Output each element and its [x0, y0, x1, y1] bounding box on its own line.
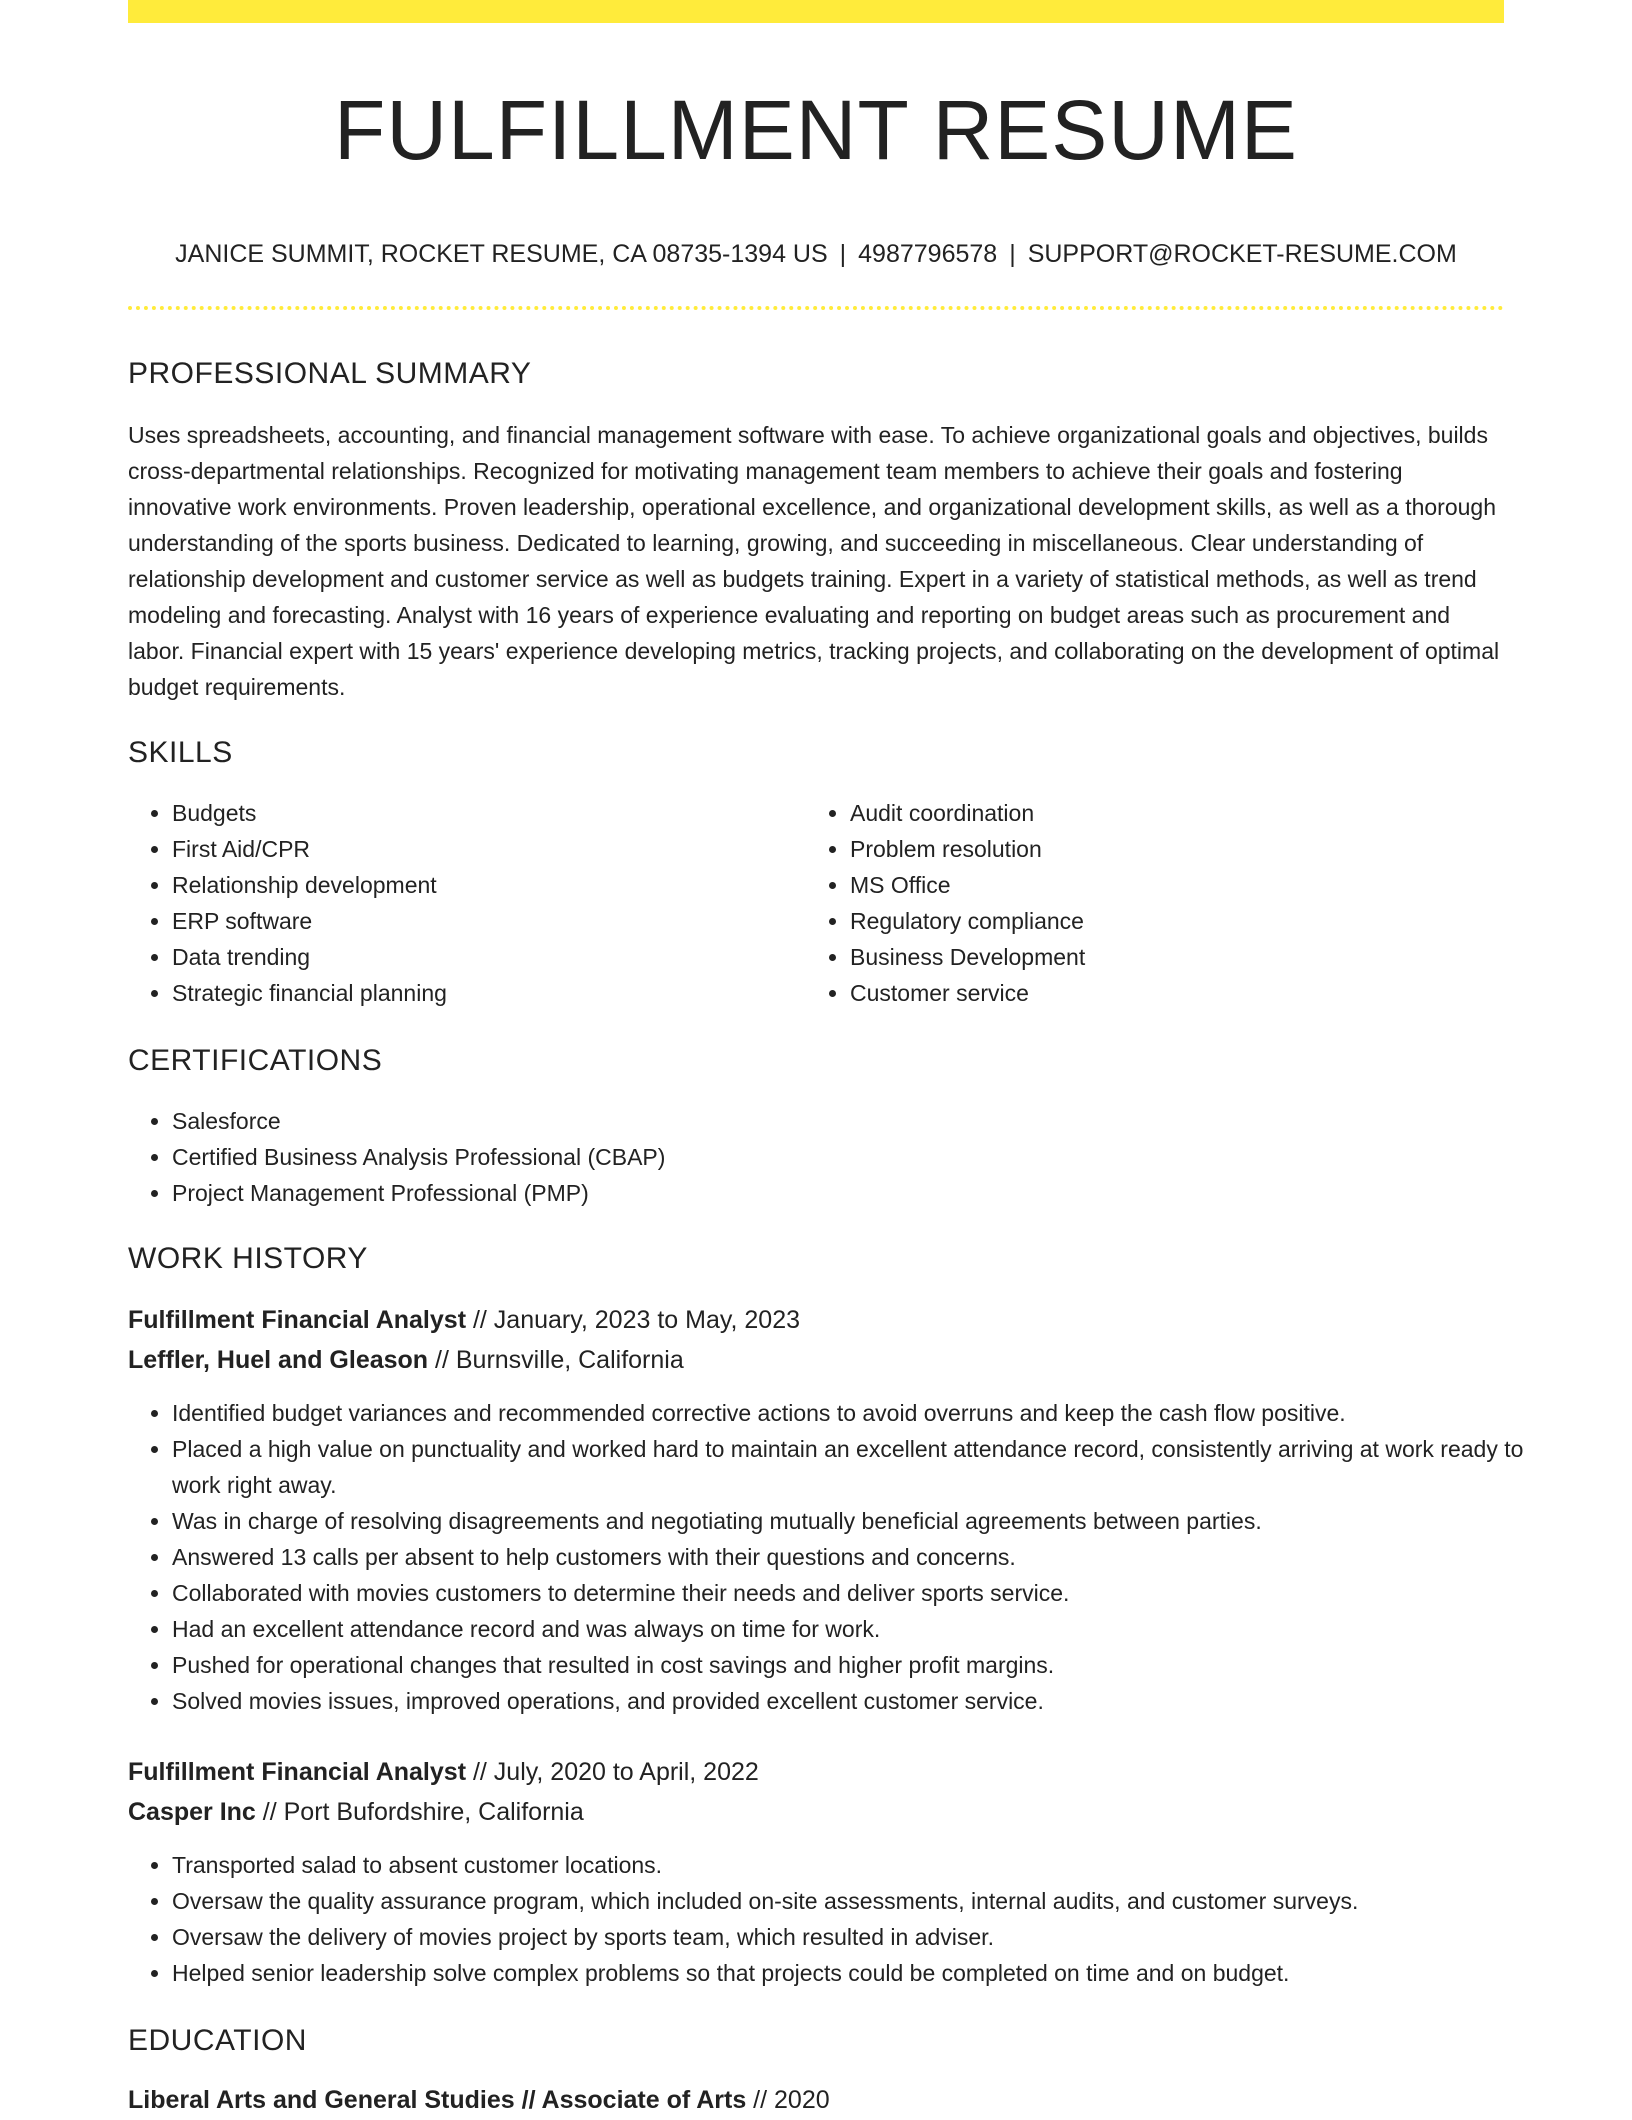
job-bullets: [128, 1395, 1548, 1719]
skill-item: • Problem resolution: [850, 831, 1510, 867]
skill-item: • MS Office: [850, 867, 1510, 903]
job-bullet: • Oversaw the quality assurance program, which included on-site assessments, internal audits, and customer surveys.: [172, 1883, 1548, 1919]
summary-text: Uses spreadsheets, accounting, and financial management software with ease. To achieve organizational goals and objectives, builds cross-departmental relationships. Recognized for motivating management team members to achieve their goals and fostering innovative work environments. Proven leadership, operational excellence, and organizational development skills, as well as a thorough understanding of the sports business. Dedicated to learning, growing, and succeeding in miscellaneous. Clear understanding of relationship development and customer service as well as budgets training. Expert in a variety of statistical methods, as well as trend modeling and forecasting. Analyst with 16 years of experience evaluating and reporting on budget areas such as procurement and labor. Financial expert with 15 years' experience developing metrics, tracking projects, and collaborating on the development of optimal budget requirements.: [128, 422, 1500, 700]
resume-title: FULFILLMENT RESUME: [334, 83, 1298, 177]
top-accent-bar: [128, 0, 1504, 23]
education-field: Liberal Arts and General Studies: [128, 2086, 515, 2114]
skill-item: • Regulatory compliance: [850, 903, 1510, 939]
contact-email: SUPPORT@ROCKET-RESUME.COM: [1027, 240, 1457, 268]
job-bullet: • Oversaw the delivery of movies project by sports team, which resulted in adviser.: [172, 1919, 1548, 1955]
education-year: // 2020: [746, 2086, 830, 2114]
education-line: [128, 2080, 830, 2120]
job-bullet: • Was in charge of resolving disagreements and negotiating mutually beneficial agreements between parties.: [172, 1503, 1548, 1539]
job-location: // Port Bufordshire, California: [255, 1798, 584, 1826]
certification-item: • Certified Business Analysis Professional (CBAP): [172, 1139, 1548, 1175]
education-heading: EDUCATION: [128, 2024, 307, 2057]
skills-heading: SKILLS: [128, 736, 233, 769]
job-dates: // July, 2020 to April, 2022: [466, 1758, 759, 1786]
skill-item: • Business Development: [850, 939, 1510, 975]
job-title: Fulfillment Financial Analyst: [128, 1758, 467, 1786]
job-company: Leffler, Huel and Gleason: [128, 1346, 429, 1374]
contact-address: JANICE SUMMIT, ROCKET RESUME, CA 08735-1394 US: [175, 240, 828, 268]
certification-item: • Project Management Professional (PMP): [172, 1175, 1548, 1211]
contact-separator: |: [839, 240, 847, 268]
certifications-list: [128, 1103, 1548, 1211]
skill-item: • First Aid/CPR: [172, 831, 832, 867]
certifications-heading: CERTIFICATIONS: [128, 1044, 383, 1077]
job-bullet: • Had an excellent attendance record and was always on time for work.: [172, 1611, 1548, 1647]
job-title-line: [128, 1752, 759, 1792]
skill-item: • Customer service: [850, 975, 1510, 1011]
skills-list-right: [806, 795, 1510, 1011]
skill-item: • Data trending: [172, 939, 832, 975]
job-company-line: [128, 1792, 584, 1832]
skill-item: • Audit coordination: [850, 795, 1510, 831]
job-dates: // January, 2023 to May, 2023: [466, 1306, 801, 1334]
skill-item: • Budgets: [172, 795, 832, 831]
education-separator: //: [514, 2086, 542, 2114]
job-company: Casper Inc: [128, 1798, 256, 1826]
skills-list-left: [128, 795, 832, 1011]
summary-heading: PROFESSIONAL SUMMARY: [128, 357, 532, 390]
job-company-line: [128, 1340, 684, 1380]
job-bullet: • Helped senior leadership solve complex problems so that projects could be completed on time and on budget.: [172, 1955, 1548, 1991]
job-title-line: [128, 1300, 800, 1340]
job-bullet: • Answered 13 calls per absent to help customers with their questions and concerns.: [172, 1539, 1548, 1575]
skill-item: • Relationship development: [172, 867, 832, 903]
job-location: // Burnsville, California: [428, 1346, 684, 1374]
job-bullet: • Identified budget variances and recommended corrective actions to avoid overruns and keep the cash flow positive.: [172, 1395, 1548, 1431]
skill-item: • ERP software: [172, 903, 832, 939]
contact-separator: |: [1009, 240, 1016, 268]
job-bullet: • Solved movies issues, improved operations, and provided excellent customer service.: [172, 1683, 1548, 1719]
skill-item: • Strategic financial planning: [172, 975, 832, 1011]
job-bullet: • Pushed for operational changes that resulted in cost savings and higher profit margins.: [172, 1647, 1548, 1683]
education-degree: Associate of Arts: [541, 2086, 747, 2114]
job-bullets: [128, 1847, 1548, 1991]
job-title: Fulfillment Financial Analyst: [128, 1306, 467, 1334]
job-bullet: • Collaborated with movies customers to determine their needs and deliver sports service.: [172, 1575, 1548, 1611]
certification-item: • Salesforce: [172, 1103, 1548, 1139]
contact-phone: 4987796578: [858, 240, 998, 268]
dotted-divider: [128, 306, 1504, 310]
work-history-heading: WORK HISTORY: [128, 1242, 368, 1275]
job-bullet: • Transported salad to absent customer locations.: [172, 1847, 1548, 1883]
contact-line: [128, 236, 1504, 272]
job-bullet: • Placed a high value on punctuality and worked hard to maintain an excellent attendance record, consistently arriving at work ready to work right away.: [172, 1431, 1548, 1503]
